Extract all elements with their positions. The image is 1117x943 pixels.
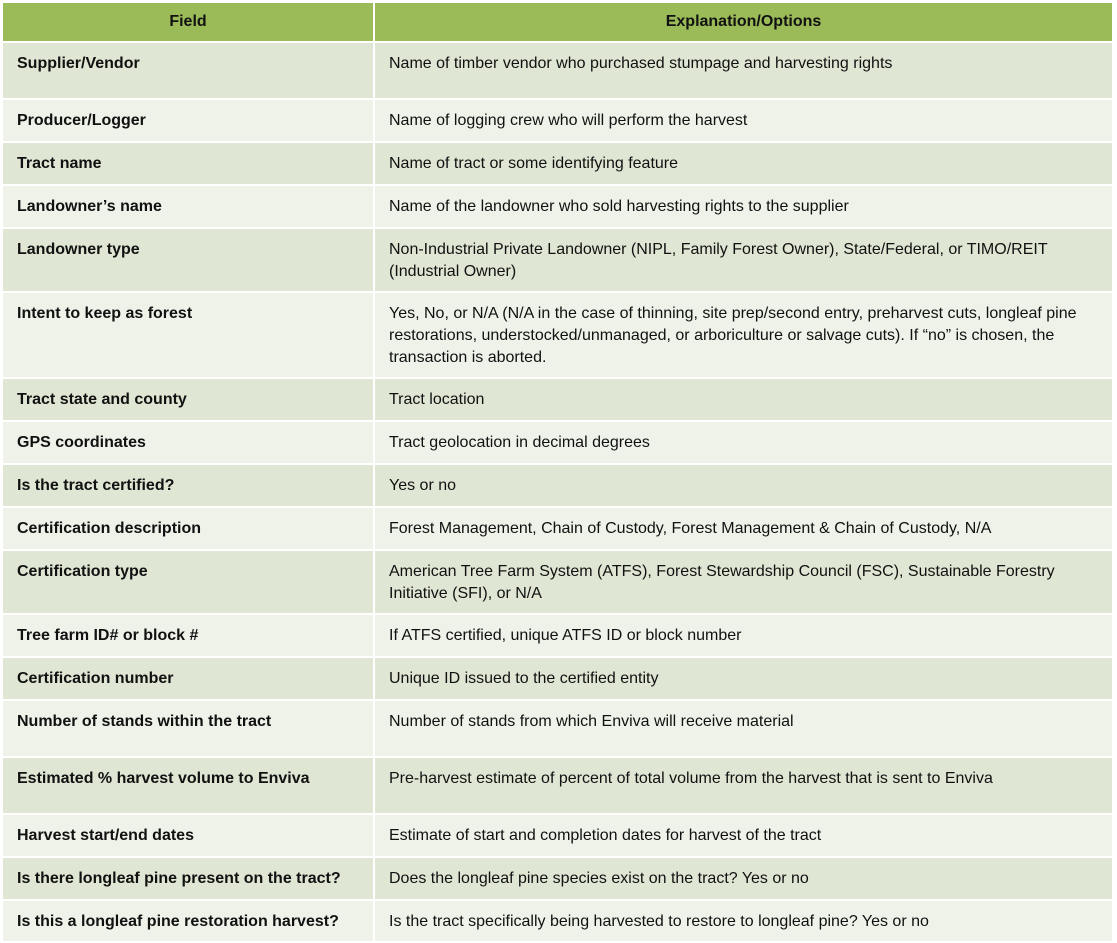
field-cell: Landowner type <box>3 229 375 293</box>
header-explanation: Explanation/Options <box>375 3 1112 43</box>
explanation-cell: Estimate of start and completion dates for harvest of the tract <box>375 815 1112 858</box>
table-row <box>3 186 1112 229</box>
field-table-container <box>3 3 1112 943</box>
explanation-cell: Is the tract specifically being harvested to restore to longleaf pine? Yes or no <box>375 901 1112 943</box>
table-row <box>3 293 1112 379</box>
table-row <box>3 815 1112 858</box>
field-cell: Tract state and county <box>3 379 375 422</box>
explanation-cell: Yes or no <box>375 465 1112 508</box>
table-row <box>3 901 1112 943</box>
explanation-cell: Tract geolocation in decimal degrees <box>375 422 1112 465</box>
field-cell: Estimated % harvest volume to Enviva <box>3 758 375 815</box>
explanation-cell: Name of timber vendor who purchased stumpage and harvesting rights <box>375 43 1112 100</box>
field-cell: Tree farm ID# or block # <box>3 615 375 658</box>
explanation-cell: Tract location <box>375 379 1112 422</box>
table-row <box>3 379 1112 422</box>
field-cell: Supplier/Vendor <box>3 43 375 100</box>
field-cell: Intent to keep as forest <box>3 293 375 379</box>
table-row <box>3 858 1112 901</box>
table-row <box>3 43 1112 100</box>
table-header-row <box>3 3 1112 43</box>
explanation-cell: Yes, No, or N/A (N/A in the case of thinning, site prep/second entry, preharvest cuts, longleaf pine restorations, understocked/unmanaged, or arboriculture or salvage cuts). If “no” is chosen, the transaction is aborted. <box>375 293 1112 379</box>
table-row <box>3 615 1112 658</box>
explanation-cell: Name of logging crew who will perform the harvest <box>375 100 1112 143</box>
table-row <box>3 551 1112 615</box>
field-cell: Certification type <box>3 551 375 615</box>
field-cell: Certification number <box>3 658 375 701</box>
explanation-cell: Pre-harvest estimate of percent of total volume from the harvest that is sent to Enviva <box>375 758 1112 815</box>
table-row <box>3 422 1112 465</box>
explanation-cell: Number of stands from which Enviva will receive material <box>375 701 1112 758</box>
field-cell: Tract name <box>3 143 375 186</box>
field-cell: Landowner’s name <box>3 186 375 229</box>
header-field: Field <box>3 3 375 43</box>
explanation-cell: Name of tract or some identifying feature <box>375 143 1112 186</box>
field-table <box>3 3 1112 943</box>
explanation-cell: Forest Management, Chain of Custody, Forest Management & Chain of Custody, N/A <box>375 508 1112 551</box>
field-cell: Certification description <box>3 508 375 551</box>
explanation-cell: American Tree Farm System (ATFS), Forest Stewardship Council (FSC), Sustainable Forestry Initiative (SFI), or N/A <box>375 551 1112 615</box>
field-cell: Is there longleaf pine present on the tract? <box>3 858 375 901</box>
explanation-cell: Name of the landowner who sold harvesting rights to the supplier <box>375 186 1112 229</box>
field-cell: GPS coordinates <box>3 422 375 465</box>
field-cell: Producer/Logger <box>3 100 375 143</box>
field-cell: Is the tract certified? <box>3 465 375 508</box>
explanation-cell: Unique ID issued to the certified entity <box>375 658 1112 701</box>
table-row <box>3 229 1112 293</box>
field-cell: Harvest start/end dates <box>3 815 375 858</box>
table-row <box>3 658 1112 701</box>
field-cell: Number of stands within the tract <box>3 701 375 758</box>
table-row <box>3 465 1112 508</box>
field-cell: Is this a longleaf pine restoration harvest? <box>3 901 375 943</box>
explanation-cell: Non-Industrial Private Landowner (NIPL, Family Forest Owner), State/Federal, or TIMO/REIT (Industrial Owner) <box>375 229 1112 293</box>
table-row <box>3 701 1112 758</box>
explanation-cell: Does the longleaf pine species exist on the tract? Yes or no <box>375 858 1112 901</box>
table-row <box>3 143 1112 186</box>
explanation-cell: If ATFS certified, unique ATFS ID or block number <box>375 615 1112 658</box>
table-row <box>3 100 1112 143</box>
table-row <box>3 758 1112 815</box>
table-row <box>3 508 1112 551</box>
